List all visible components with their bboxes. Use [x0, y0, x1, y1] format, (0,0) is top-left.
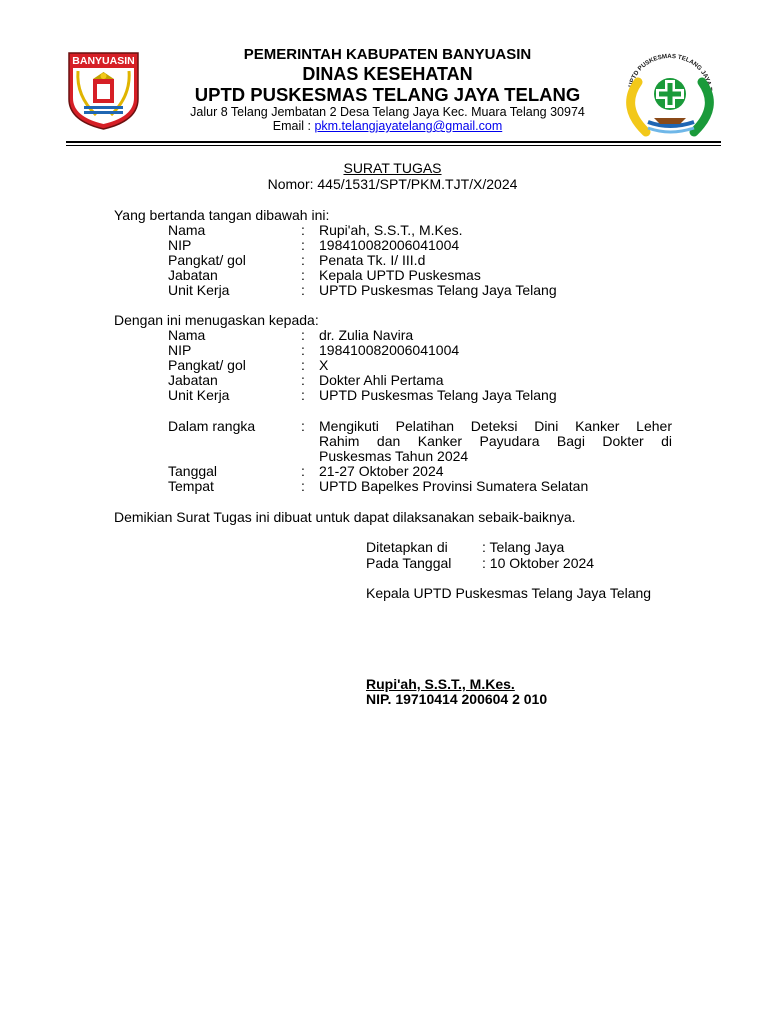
signer-pangkat-label: Pangkat/ gol [168, 252, 246, 268]
assignee-unit-label: Unit Kerja [168, 387, 230, 403]
closing-sentence: Demikian Surat Tugas ini dibuat untuk dapat dilaksanakan sebaik-baiknya. [114, 509, 576, 525]
banyuasin-crest-logo [66, 51, 141, 131]
colon: : [301, 463, 305, 479]
task-tanggal: 21-27 Oktober 2024 [319, 463, 444, 479]
task-rangka-label: Dalam rangka [168, 418, 256, 434]
colon: : [301, 237, 305, 253]
assignee-jabatan-label: Jabatan [168, 372, 218, 388]
colon: : [301, 387, 305, 403]
letterhead-rule [66, 141, 721, 143]
task-tanggal-label: Tanggal [168, 463, 218, 479]
signer-intro: Yang bertanda tangan dibawah ini: [114, 207, 330, 223]
puskesmas-logo [618, 52, 722, 138]
colon: : [301, 418, 305, 434]
colon: : [301, 222, 305, 238]
colon: : [301, 342, 305, 358]
institution-email-line [150, 119, 625, 133]
task-rangka-line2: Rahim dan Kanker Payudara Bagi Dokter di [319, 433, 672, 449]
pada-tanggal-label: Pada Tanggal [366, 555, 452, 571]
signer-nip: 198410082006041004 [319, 237, 460, 253]
ditetapkan-label: Ditetapkan di [366, 539, 448, 555]
colon: : [301, 252, 305, 268]
signer-nama-label: Nama [168, 222, 206, 238]
signer-pangkat: Penata Tk. I/ III.d [319, 252, 426, 268]
colon: : [301, 327, 305, 343]
assignee-nip-label: NIP [168, 342, 192, 358]
email-label: Email : [272, 119, 315, 133]
colon: : [301, 357, 305, 373]
signer-nip-signature: NIP. 19710414 200604 2 010 [366, 691, 548, 707]
institution-name: UPTD PUSKESMAS TELANG JAYA TELANG [194, 84, 581, 105]
svg-text:BANYUASIN: BANYUASIN [72, 55, 135, 67]
government-name: PEMERINTAH KABUPATEN BANYUASIN [243, 46, 532, 63]
pada-tanggal-value: : 10 Oktober 2024 [482, 555, 595, 571]
signer-position: Kepala UPTD Puskesmas Telang Jaya Telang [366, 585, 652, 601]
task-tempat-label: Tempat [168, 478, 214, 494]
logo-arc-text: UPTD PUSKESMAS TELANG JAYA T [627, 52, 714, 92]
letter-number: Nomor: 445/1531/SPT/PKM.TJT/X/2024 [267, 176, 518, 192]
signer-unit-label: Unit Kerja [168, 282, 230, 298]
colon: : [301, 267, 305, 283]
colon: : [301, 282, 305, 298]
task-rangka-line1: Mengikuti Pelatihan Deteksi Dini Kanker Leher [319, 418, 672, 434]
signer-nip-label: NIP [168, 237, 192, 253]
assignee-nama: dr. Zulia Navira [319, 327, 414, 343]
ditetapkan-value: : Telang Jaya [482, 539, 565, 555]
colon: : [301, 478, 305, 494]
signer-jabatan-label: Jabatan [168, 267, 218, 283]
assignee-pangkat: X [319, 357, 329, 373]
signer-nama: Rupi'ah, S.S.T., M.Kes. [319, 222, 463, 238]
institution-address: Jalur 8 Telang Jembatan 2 Desa Telang Jaya Kec. Muara Telang 30974 [190, 105, 585, 119]
signer-name-signature: Rupi'ah, S.S.T., M.Kes. [366, 676, 515, 692]
letter-title: SURAT TUGAS [343, 160, 442, 176]
assignee-unit: UPTD Puskesmas Telang Jaya Telang [319, 387, 557, 403]
signer-jabatan: Kepala UPTD Puskesmas [319, 267, 481, 283]
letterhead-rule-thin [66, 145, 721, 146]
task-tempat: UPTD Bapelkes Provinsi Sumatera Selatan [319, 478, 589, 494]
assignee-nip: 198410082006041004 [319, 342, 460, 358]
colon: : [301, 372, 305, 388]
assignee-jabatan: Dokter Ahli Pertama [319, 372, 444, 388]
task-rangka-line3: Puskesmas Tahun 2024 [319, 448, 469, 464]
department-name: DINAS KESEHATAN [302, 64, 473, 84]
assignee-pangkat-label: Pangkat/ gol [168, 357, 246, 373]
signer-unit: UPTD Puskesmas Telang Jaya Telang [319, 282, 557, 298]
assignee-intro: Dengan ini menugaskan kepada: [114, 312, 319, 328]
assignee-nama-label: Nama [168, 327, 206, 343]
email-link[interactable]: pkm.telangjayatelang@gmail.com [314, 119, 503, 133]
